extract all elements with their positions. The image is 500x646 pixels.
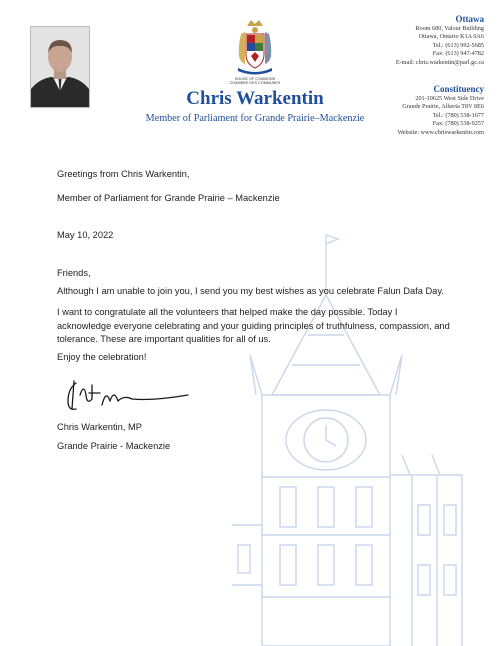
ottawa-fax: Fax: (613) 947-4782 [432, 50, 484, 58]
ottawa-email: E-mail: chris.warkentin@parl.gc.ca [395, 58, 484, 66]
constituency-fax: Fax: (780) 538-9257 [432, 120, 484, 128]
salutation: Friends, [57, 268, 91, 278]
paragraph-line: I want to congratulate all the volunteers that helped make the day possible. Today I [57, 307, 398, 317]
constituency-city-line: Grande Prairie, Alberta T8V 8E6 [402, 103, 484, 111]
paragraph-line: tolerance. These are important qualities for all of us. [57, 334, 271, 345]
constituency-office-block [397, 84, 484, 137]
portrait-photo [30, 26, 90, 108]
ottawa-address-line: Room 680, Valour Building [415, 25, 484, 32]
constituency-heading: Constituency [433, 84, 484, 94]
letter-date: May 10, 2022 [57, 230, 114, 240]
ottawa-heading: Ottawa [455, 14, 484, 24]
mp-title: Member of Parliament for Grande Prairie–Mackenzie [145, 113, 365, 124]
coat-of-arms-emblem [232, 18, 278, 78]
house-label-english: HOUSE OF COMMONS [234, 77, 276, 81]
greeting-line: Greetings from Chris Warkentin, [57, 169, 190, 179]
portrait-image [31, 27, 89, 107]
mp-name-heading: Chris Warkentin [186, 88, 324, 109]
constituency-address-line: 201-10625 West Side Drive [415, 95, 484, 102]
constituency-website: Website: www.chriswarkentin.com [397, 128, 484, 136]
handwritten-signature [62, 375, 190, 417]
ottawa-tel: Tel.: (613) 992-5685 [432, 41, 484, 49]
closing-line: Enjoy the celebration! [57, 352, 147, 362]
house-label-french: CHAMBRE DES COMMUNES [229, 81, 281, 86]
ottawa-office-block [396, 14, 484, 67]
paragraph-line: acknowledge everyone celebrating and your guiding principles of truthfulness, compassion, and [57, 320, 450, 331]
ottawa-city-line: Ottawa, Ontario K1A 0A6 [418, 33, 484, 41]
signatory-riding: Grande Prairie - Mackenzie [57, 441, 171, 451]
constituency-tel: Tel.: (780) 538-1677 [432, 111, 484, 119]
paragraph-wishes: Although I am unable to join you, I send you my best wishes as you celebrate Falun Dafa Day. [57, 286, 444, 296]
greeting-subline: Member of Parliament for Grande Prairie – Mackenzie [57, 193, 280, 203]
signatory-name: Chris Warkentin, MP [57, 422, 142, 432]
paragraph-congratulations [57, 306, 477, 347]
house-of-commons-label [214, 77, 296, 85]
